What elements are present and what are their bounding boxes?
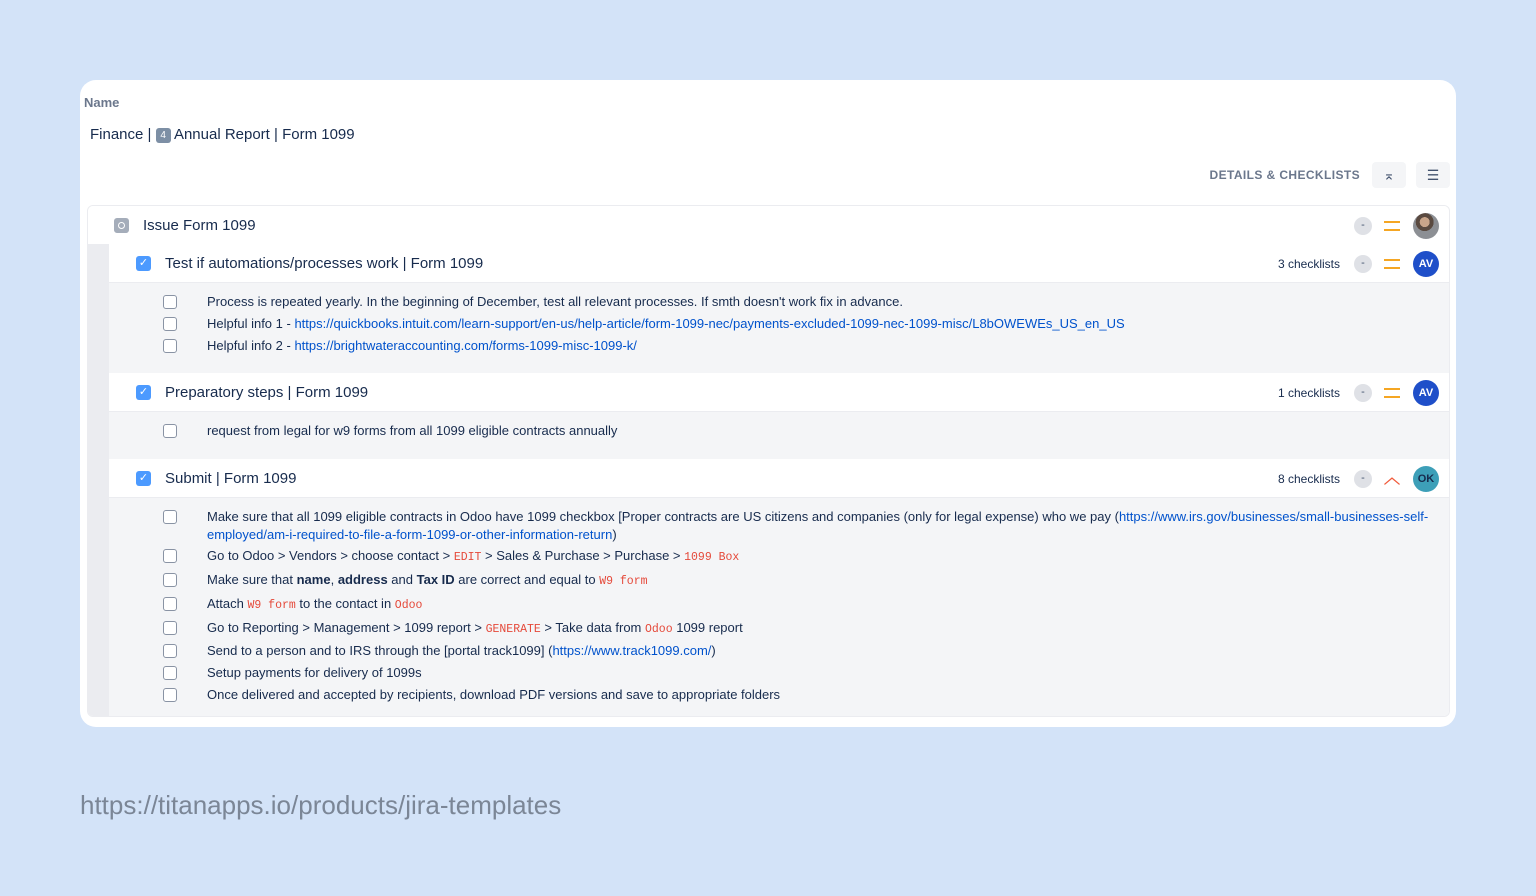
item-checkbox[interactable] [163, 510, 177, 524]
item-text: ) [711, 643, 716, 659]
item-text: > Take data from [540, 619, 645, 635]
checklist-item [109, 508, 1449, 543]
keycap-four-icon: 4 [156, 128, 171, 143]
status-badge[interactable]: - [1354, 470, 1372, 488]
item-checkbox[interactable] [163, 424, 177, 438]
item-text: ) [612, 526, 617, 542]
task-title: Test if automations/processes work | Form 1099 [165, 254, 484, 272]
item-checkbox[interactable] [163, 597, 177, 611]
item-text: , [330, 572, 338, 588]
item-text: Make sure that all 1099 eligible contracts in Odoo have 1099 checkbox [Proper contracts are US citizens and companies (only for legal expense) who we pay ( [207, 509, 1119, 524]
item-checkbox[interactable] [163, 295, 177, 309]
item-text: Go to Odoo > Vendors > choose contact > [207, 548, 454, 564]
inline-code: Odoo [394, 598, 423, 612]
checklist-tree [87, 205, 1450, 717]
checklist-item [109, 337, 1449, 355]
item-text: Send to a person and to IRS through the [portal track1099] ( [207, 643, 553, 659]
item-checkbox[interactable] [163, 549, 177, 563]
title-prefix: Finance | [90, 126, 152, 143]
item-text: address [337, 572, 388, 588]
item-text: name [296, 572, 331, 588]
checklist-item [109, 686, 1449, 704]
inline-code: W9 form [599, 575, 648, 589]
item-checkbox[interactable] [163, 573, 177, 587]
item-text: Setup payments for delivery of 1099s [207, 665, 422, 681]
parent-issue-row[interactable] [88, 206, 1449, 245]
checklist-item [109, 642, 1449, 660]
priority-high-icon: ︿ [1384, 469, 1401, 487]
checklist-item [109, 422, 1449, 440]
footer-url: https://titanapps.io/products/jira-templates [80, 790, 562, 820]
checklist-item [109, 315, 1449, 333]
task-checkbox[interactable]: ✓ [136, 256, 151, 271]
toolbar [1210, 162, 1450, 188]
item-link[interactable]: https://www.irs.gov/businesses/small-businesses-self-employed/am-i-required-to-file-a-form-1099-or-other-information-return [207, 509, 1429, 542]
checklist-item [109, 293, 1449, 311]
collapse-button[interactable] [1372, 162, 1406, 188]
item-text: 1099 report [672, 619, 743, 635]
inline-code: 1099 Box [684, 551, 740, 565]
item-text: Go to Reporting > Management > 1099 report > [207, 619, 486, 635]
priority-medium-icon [1384, 259, 1400, 269]
issue-type-icon [114, 218, 129, 233]
item-text: Helpful info 2 - [207, 337, 295, 353]
item-text: are correct and equal to [454, 572, 600, 588]
expand-all-icon: ☰ [1426, 166, 1440, 183]
name-label: Name [84, 95, 120, 110]
checklist-item [109, 547, 1449, 567]
item-link[interactable]: https://quickbooks.intuit.com/learn-support/en-us/help-article/form-1099-nec/payments-excluded-1099-nec-1099-misc/L8bOWEWEs_US_en_US [294, 315, 1125, 331]
tree-rail [88, 244, 109, 716]
task-checkbox[interactable]: ✓ [136, 385, 151, 400]
task-checkbox[interactable]: ✓ [136, 471, 151, 486]
details-checklists-label: DETAILS & CHECKLISTS [1209, 168, 1360, 182]
expand-all-button[interactable] [1416, 162, 1450, 188]
checklist [109, 498, 1449, 717]
item-checkbox[interactable] [163, 666, 177, 680]
checklist-count: 8 checklists [1277, 471, 1340, 486]
item-text: and [387, 572, 417, 588]
task-row[interactable] [109, 459, 1449, 498]
avatar[interactable] [1413, 213, 1439, 239]
avatar[interactable]: AV [1413, 251, 1439, 277]
item-text: > Sales & Purchase > Purchase > [481, 548, 685, 564]
checklist-count: 3 checklists [1277, 256, 1340, 271]
checklist-item [109, 571, 1449, 591]
item-text: to the contact in [295, 595, 395, 611]
item-text: Make sure that [207, 572, 297, 588]
item-link[interactable]: https://www.track1099.com/ [552, 643, 712, 659]
parent-issue-title: Issue Form 1099 [143, 216, 256, 234]
item-checkbox[interactable] [163, 688, 177, 702]
avatar[interactable]: OK [1413, 466, 1439, 492]
item-checkbox[interactable] [163, 339, 177, 353]
status-badge[interactable]: - [1354, 217, 1372, 235]
issue-card [80, 80, 1456, 727]
item-text: Helpful info 1 - [207, 315, 295, 331]
task-title: Preparatory steps | Form 1099 [165, 383, 369, 401]
inline-code: GENERATE [485, 622, 541, 636]
item-text: Tax ID [416, 572, 455, 588]
priority-medium-icon [1384, 221, 1400, 231]
status-badge[interactable]: - [1354, 384, 1372, 402]
inline-code: Odoo [645, 622, 673, 636]
checklist [109, 412, 1449, 459]
priority-medium-icon [1384, 388, 1400, 398]
inline-code: W9 form [247, 598, 296, 612]
task-row[interactable] [109, 244, 1449, 283]
issue-name[interactable] [90, 126, 355, 143]
checklist-item [109, 619, 1449, 639]
avatar[interactable]: AV [1413, 380, 1439, 406]
task-title: Submit | Form 1099 [165, 469, 297, 487]
collapse-icon: ⌅ [1383, 166, 1395, 183]
title-suffix: Annual Report | Form 1099 [173, 126, 355, 143]
checklist-item [109, 664, 1449, 682]
item-text: Attach [207, 595, 248, 611]
checklist-count: 1 checklists [1277, 385, 1340, 400]
item-text: request from legal for w9 forms from all 1099 eligible contracts annually [207, 423, 618, 438]
item-checkbox[interactable] [163, 317, 177, 331]
item-checkbox[interactable] [163, 644, 177, 658]
checklist-item [109, 595, 1449, 615]
item-checkbox[interactable] [163, 621, 177, 635]
task-row[interactable] [109, 373, 1449, 412]
item-text: Process is repeated yearly. In the beginning of December, test all relevant processes. If smth doesn't work fix in advance. [207, 294, 903, 309]
checklist [109, 283, 1449, 373]
item-text: Once delivered and accepted by recipients, download PDF versions and save to appropriate folders [207, 687, 781, 703]
item-link[interactable]: https://brightwateraccounting.com/forms-1099-misc-1099-k/ [294, 337, 637, 353]
inline-code: EDIT [453, 551, 482, 565]
status-badge[interactable]: - [1354, 255, 1372, 273]
